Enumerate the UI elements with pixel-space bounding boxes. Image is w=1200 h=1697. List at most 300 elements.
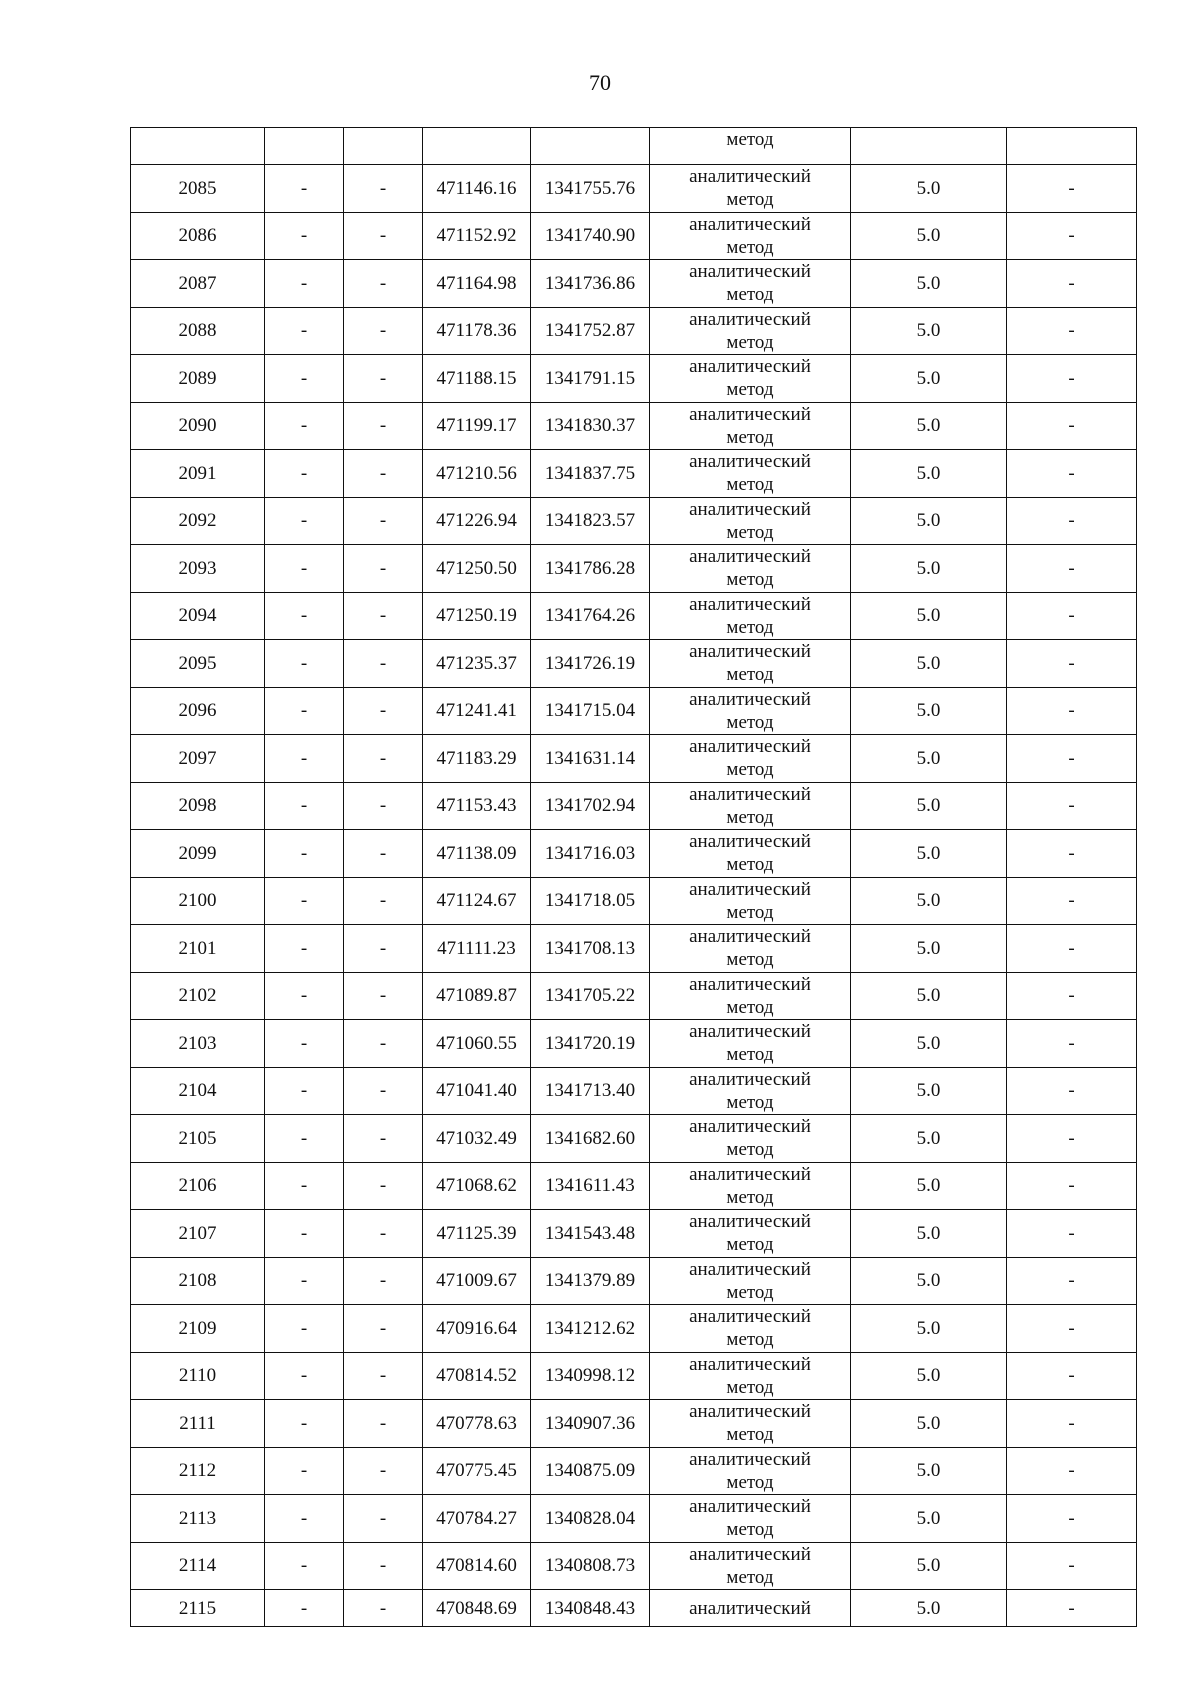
cell-col8: -	[1007, 1352, 1137, 1400]
cell-y: 1340907.36	[531, 1400, 650, 1448]
cell-col2: -	[265, 1400, 344, 1448]
cell-y: 1341212.62	[531, 1305, 650, 1353]
table-row	[131, 1210, 1137, 1258]
method-line2: метод	[726, 1044, 774, 1066]
cell-accuracy: 5.0	[851, 1067, 1007, 1115]
cell-y: 1341830.37	[531, 402, 650, 450]
method-line2: метод	[726, 1519, 774, 1541]
cell-accuracy: 5.0	[851, 1210, 1007, 1258]
cell-col3: -	[344, 972, 423, 1020]
cell-method	[650, 830, 851, 878]
cell-col3: -	[344, 1352, 423, 1400]
cell-col8: -	[1007, 687, 1137, 735]
cell-x: 471124.67	[423, 877, 531, 925]
cell-method	[650, 260, 851, 308]
cell-col3: -	[344, 355, 423, 403]
cell-id: 2112	[131, 1447, 265, 1495]
cell-x: 471041.40	[423, 1067, 531, 1115]
method-text	[650, 783, 850, 829]
method-text	[650, 1353, 850, 1399]
cell-col8: -	[1007, 782, 1137, 830]
table-row	[131, 1115, 1137, 1163]
method-line2: метод	[726, 474, 774, 496]
cell-x: 471153.43	[423, 782, 531, 830]
cell-accuracy: 5.0	[851, 1257, 1007, 1305]
cell-method	[650, 1542, 851, 1590]
cell-id: 2086	[131, 212, 265, 260]
cell-accuracy: 5.0	[851, 1400, 1007, 1448]
method-line1: аналитический	[689, 783, 811, 805]
cell-y: 1341718.05	[531, 877, 650, 925]
method-text	[650, 925, 850, 971]
cell-accuracy: 5.0	[851, 1115, 1007, 1163]
cell-col2: -	[265, 1210, 344, 1258]
cell-method	[650, 402, 851, 450]
cell-y: 1341726.19	[531, 640, 650, 688]
cell-col3: -	[344, 1447, 423, 1495]
method-text	[650, 355, 850, 401]
method-line1: аналитический	[689, 973, 811, 995]
cell-col8: -	[1007, 497, 1137, 545]
cell-col2: -	[265, 450, 344, 498]
cell-x: 470814.60	[423, 1542, 531, 1590]
cell-method	[650, 687, 851, 735]
cell-id: 2102	[131, 972, 265, 1020]
method-line2: метод	[726, 1234, 774, 1256]
cell-accuracy: 5.0	[851, 260, 1007, 308]
cell-method	[650, 1067, 851, 1115]
cell-id: 2096	[131, 687, 265, 735]
cell-id: 2115	[131, 1590, 265, 1627]
cell-method	[650, 592, 851, 640]
method-text	[650, 830, 850, 876]
cell-col8: -	[1007, 212, 1137, 260]
method-text	[650, 308, 850, 354]
method-line2: метод	[726, 1376, 774, 1398]
cell-col2: -	[265, 545, 344, 593]
method-line2: метод	[726, 854, 774, 876]
cell-accuracy: 5.0	[851, 782, 1007, 830]
cell-col3: -	[344, 450, 423, 498]
cell-accuracy: 5.0	[851, 545, 1007, 593]
cell-id: 2092	[131, 497, 265, 545]
cell-id: 2093	[131, 545, 265, 593]
cell-method	[650, 212, 851, 260]
cell-accuracy: 5.0	[851, 640, 1007, 688]
cell-accuracy: 5.0	[851, 450, 1007, 498]
cell-method	[650, 1495, 851, 1543]
method-line2: метод	[726, 806, 774, 828]
method-text	[650, 498, 850, 544]
cell-id: 2085	[131, 165, 265, 213]
cell-accuracy	[851, 128, 1007, 165]
cell-x: 471199.17	[423, 402, 531, 450]
cell-col3: -	[344, 1400, 423, 1448]
cell-method	[650, 735, 851, 783]
cell-method	[650, 545, 851, 593]
cell-id	[131, 128, 265, 165]
cell-accuracy: 5.0	[851, 687, 1007, 735]
cell-y: 1341791.15	[531, 355, 650, 403]
cell-col2: -	[265, 592, 344, 640]
cell-x: 471164.98	[423, 260, 531, 308]
cell-accuracy: 5.0	[851, 1495, 1007, 1543]
cell-accuracy: 5.0	[851, 165, 1007, 213]
cell-method: аналитический	[650, 1590, 851, 1627]
cell-id: 2103	[131, 1020, 265, 1068]
method-line2: метод	[726, 1139, 774, 1161]
cell-col2: -	[265, 307, 344, 355]
cell-method	[650, 925, 851, 973]
cell-id: 2108	[131, 1257, 265, 1305]
table-row	[131, 212, 1137, 260]
cell-col2	[265, 128, 344, 165]
method-line2: метод	[726, 901, 774, 923]
method-text	[650, 688, 850, 734]
cell-col2: -	[265, 1162, 344, 1210]
table-row	[131, 545, 1137, 593]
cell-accuracy: 5.0	[851, 592, 1007, 640]
cell-id: 2113	[131, 1495, 265, 1543]
table-row	[131, 782, 1137, 830]
cell-y: 1341611.43	[531, 1162, 650, 1210]
cell-col3: -	[344, 545, 423, 593]
cell-y: 1340828.04	[531, 1495, 650, 1543]
cell-accuracy: 5.0	[851, 1305, 1007, 1353]
cell-col8: -	[1007, 972, 1137, 1020]
method-line1: аналитический	[689, 878, 811, 900]
cell-x: 470814.52	[423, 1352, 531, 1400]
method-line2: метод	[726, 426, 774, 448]
cell-accuracy: 5.0	[851, 1020, 1007, 1068]
cell-accuracy: 5.0	[851, 355, 1007, 403]
table-row	[131, 735, 1137, 783]
cell-col3: -	[344, 1257, 423, 1305]
cell-y: 1341543.48	[531, 1210, 650, 1258]
cell-x: 471068.62	[423, 1162, 531, 1210]
method-text	[650, 1305, 850, 1351]
cell-col8: -	[1007, 1590, 1137, 1627]
method-text	[650, 1020, 850, 1066]
cell-col8: -	[1007, 1067, 1137, 1115]
method-line1: аналитический	[689, 308, 811, 330]
cell-method	[650, 1115, 851, 1163]
method-line1: аналитический	[689, 1116, 811, 1138]
cell-y: 1341764.26	[531, 592, 650, 640]
cell-col3	[344, 128, 423, 165]
table-row-continuation	[131, 128, 1137, 165]
cell-x: 471250.50	[423, 545, 531, 593]
cell-col2: -	[265, 1115, 344, 1163]
cell-col3: -	[344, 212, 423, 260]
method-line1: аналитический	[689, 1211, 811, 1233]
cell-accuracy: 5.0	[851, 1542, 1007, 1590]
cell-col3: -	[344, 592, 423, 640]
cell-x: 471111.23	[423, 925, 531, 973]
cell-col3: -	[344, 165, 423, 213]
cell-col2: -	[265, 402, 344, 450]
method-line2: метод	[726, 664, 774, 686]
cell-col8: -	[1007, 877, 1137, 925]
cell-col8: -	[1007, 640, 1137, 688]
table-row	[131, 1447, 1137, 1495]
method-line1: аналитический	[689, 356, 811, 378]
cell-y: 1341708.13	[531, 925, 650, 973]
cell-method	[650, 877, 851, 925]
method-text	[650, 1448, 850, 1494]
cell-id: 2097	[131, 735, 265, 783]
method-text	[650, 545, 850, 591]
cell-col8: -	[1007, 1400, 1137, 1448]
cell-col3: -	[344, 1495, 423, 1543]
cell-col2: -	[265, 640, 344, 688]
method-line1: аналитический	[689, 546, 811, 568]
cell-y: 1341682.60	[531, 1115, 650, 1163]
cell-x: 471125.39	[423, 1210, 531, 1258]
table-row	[131, 1495, 1137, 1543]
cell-col2: -	[265, 925, 344, 973]
cell-col2: -	[265, 972, 344, 1020]
cell-col8: -	[1007, 1447, 1137, 1495]
method-line2: метод	[726, 1566, 774, 1588]
cell-x	[423, 128, 531, 165]
cell-col2: -	[265, 212, 344, 260]
cell-col3: -	[344, 1210, 423, 1258]
cell-accuracy: 5.0	[851, 1447, 1007, 1495]
cell-id: 2095	[131, 640, 265, 688]
cell-y: 1340848.43	[531, 1590, 650, 1627]
cell-x: 470784.27	[423, 1495, 531, 1543]
table-row	[131, 307, 1137, 355]
table-row	[131, 640, 1137, 688]
method-text	[650, 1163, 850, 1209]
method-line1: аналитический	[689, 926, 811, 948]
method-line2: метод	[726, 616, 774, 638]
method-line2: метод	[726, 1091, 774, 1113]
method-line1: аналитический	[689, 641, 811, 663]
cell-x: 471188.15	[423, 355, 531, 403]
cell-col8: -	[1007, 355, 1137, 403]
cell-method	[650, 1210, 851, 1258]
method-text	[650, 165, 850, 211]
method-text	[650, 973, 850, 1019]
cell-y: 1341823.57	[531, 497, 650, 545]
table-row	[131, 1067, 1137, 1115]
method-line1: аналитический	[689, 1448, 811, 1470]
cell-col3: -	[344, 640, 423, 688]
cell-y: 1341720.19	[531, 1020, 650, 1068]
method-text	[650, 213, 850, 259]
cell-col8: -	[1007, 402, 1137, 450]
method-line1: аналитический	[689, 593, 811, 615]
cell-x: 471152.92	[423, 212, 531, 260]
table-row	[131, 925, 1137, 973]
cell-col8: -	[1007, 830, 1137, 878]
method-line2: метод	[726, 1186, 774, 1208]
cell-method	[650, 972, 851, 1020]
method-text	[650, 403, 850, 449]
cell-method	[650, 1257, 851, 1305]
cell-col8: -	[1007, 925, 1137, 973]
cell-col8: -	[1007, 1210, 1137, 1258]
table-row	[131, 592, 1137, 640]
cell-y: 1341837.75	[531, 450, 650, 498]
cell-id: 2091	[131, 450, 265, 498]
cell-col8	[1007, 128, 1137, 165]
table-row	[131, 260, 1137, 308]
method-line2: метод	[726, 189, 774, 211]
table-row	[131, 972, 1137, 1020]
cell-accuracy: 5.0	[851, 735, 1007, 783]
table-row	[131, 450, 1137, 498]
table-row	[131, 830, 1137, 878]
cell-x: 471089.87	[423, 972, 531, 1020]
cell-x: 471183.29	[423, 735, 531, 783]
cell-y	[531, 128, 650, 165]
cell-col8: -	[1007, 450, 1137, 498]
cell-id: 2114	[131, 1542, 265, 1590]
cell-col8: -	[1007, 1305, 1137, 1353]
method-line2: метод	[726, 129, 774, 150]
cell-col3: -	[344, 735, 423, 783]
cell-col2: -	[265, 1495, 344, 1543]
cell-y: 1341786.28	[531, 545, 650, 593]
method-line2: метод	[726, 1329, 774, 1351]
cell-col2: -	[265, 260, 344, 308]
cell-method	[650, 1447, 851, 1495]
table-row	[131, 1305, 1137, 1353]
page-number: 70	[589, 70, 611, 95]
cell-y: 1341631.14	[531, 735, 650, 783]
table-row	[131, 1352, 1137, 1400]
method-line1: аналитический	[689, 1306, 811, 1328]
table-row	[131, 1162, 1137, 1210]
cell-accuracy: 5.0	[851, 830, 1007, 878]
table-row	[131, 687, 1137, 735]
cell-x: 471009.67	[423, 1257, 531, 1305]
method-text	[650, 1115, 850, 1161]
cell-method	[650, 782, 851, 830]
cell-x: 471060.55	[423, 1020, 531, 1068]
cell-id: 2106	[131, 1162, 265, 1210]
cell-col3: -	[344, 1542, 423, 1590]
cell-method	[650, 640, 851, 688]
table-row	[131, 497, 1137, 545]
cell-y: 1341713.40	[531, 1067, 650, 1115]
cell-x: 471138.09	[423, 830, 531, 878]
cell-col8: -	[1007, 1162, 1137, 1210]
cell-col3: -	[344, 1590, 423, 1627]
method-line1: аналитический	[689, 213, 811, 235]
cell-id: 2100	[131, 877, 265, 925]
cell-accuracy: 5.0	[851, 1162, 1007, 1210]
method-text	[650, 878, 850, 924]
cell-col2: -	[265, 1020, 344, 1068]
cell-col3: -	[344, 1067, 423, 1115]
cell-col8: -	[1007, 545, 1137, 593]
method-line2: метод	[726, 284, 774, 306]
method-line1: аналитический	[689, 1401, 811, 1423]
cell-col3: -	[344, 307, 423, 355]
method-line2: метод	[726, 996, 774, 1018]
method-text	[650, 450, 850, 496]
cell-y: 1341705.22	[531, 972, 650, 1020]
method-text	[650, 1210, 850, 1256]
table-row	[131, 1400, 1137, 1448]
cell-x: 470778.63	[423, 1400, 531, 1448]
cell-col2: -	[265, 1305, 344, 1353]
method-text	[650, 593, 850, 639]
cell-accuracy: 5.0	[851, 877, 1007, 925]
cell-method	[650, 450, 851, 498]
table-row	[131, 355, 1137, 403]
cell-accuracy: 5.0	[851, 1352, 1007, 1400]
cell-id: 2099	[131, 830, 265, 878]
cell-id: 2107	[131, 1210, 265, 1258]
cell-col3: -	[344, 1020, 423, 1068]
cell-y: 1341755.76	[531, 165, 650, 213]
cell-y: 1341740.90	[531, 212, 650, 260]
cell-method	[650, 355, 851, 403]
method-line2: метод	[726, 1471, 774, 1493]
method-line1: аналитический	[689, 451, 811, 473]
cell-x: 471146.16	[423, 165, 531, 213]
cell-method	[650, 497, 851, 545]
method-line1: аналитический	[689, 261, 811, 283]
cell-method	[650, 1352, 851, 1400]
cell-col2: -	[265, 877, 344, 925]
cell-col3: -	[344, 687, 423, 735]
method-line1: аналитический	[689, 1021, 811, 1043]
method-line1: аналитический	[689, 831, 811, 853]
cell-col8: -	[1007, 307, 1137, 355]
table-row	[131, 1257, 1137, 1305]
cell-x: 470916.64	[423, 1305, 531, 1353]
cell-col8: -	[1007, 592, 1137, 640]
cell-id: 2110	[131, 1352, 265, 1400]
method-line2: метод	[726, 521, 774, 543]
table-row-last	[131, 1590, 1137, 1627]
cell-col3: -	[344, 925, 423, 973]
cell-accuracy: 5.0	[851, 972, 1007, 1020]
cell-col2: -	[265, 782, 344, 830]
cell-y: 1340808.73	[531, 1542, 650, 1590]
cell-col3: -	[344, 402, 423, 450]
method-text	[650, 1258, 850, 1304]
cell-id: 2088	[131, 307, 265, 355]
cell-x: 471226.94	[423, 497, 531, 545]
cell-id: 2109	[131, 1305, 265, 1353]
cell-x: 471241.41	[423, 687, 531, 735]
cell-col3: -	[344, 497, 423, 545]
method-text	[650, 735, 850, 781]
table-row	[131, 165, 1137, 213]
cell-col2: -	[265, 1352, 344, 1400]
cell-col2: -	[265, 687, 344, 735]
table-row	[131, 877, 1137, 925]
cell-method	[650, 307, 851, 355]
cell-x: 471250.19	[423, 592, 531, 640]
cell-col3: -	[344, 260, 423, 308]
cell-id: 2105	[131, 1115, 265, 1163]
table-row	[131, 1020, 1137, 1068]
cell-col8: -	[1007, 1020, 1137, 1068]
cell-x: 471178.36	[423, 307, 531, 355]
method-text	[650, 260, 850, 306]
cell-col3: -	[344, 1115, 423, 1163]
cell-col8: -	[1007, 735, 1137, 783]
cell-x: 471032.49	[423, 1115, 531, 1163]
